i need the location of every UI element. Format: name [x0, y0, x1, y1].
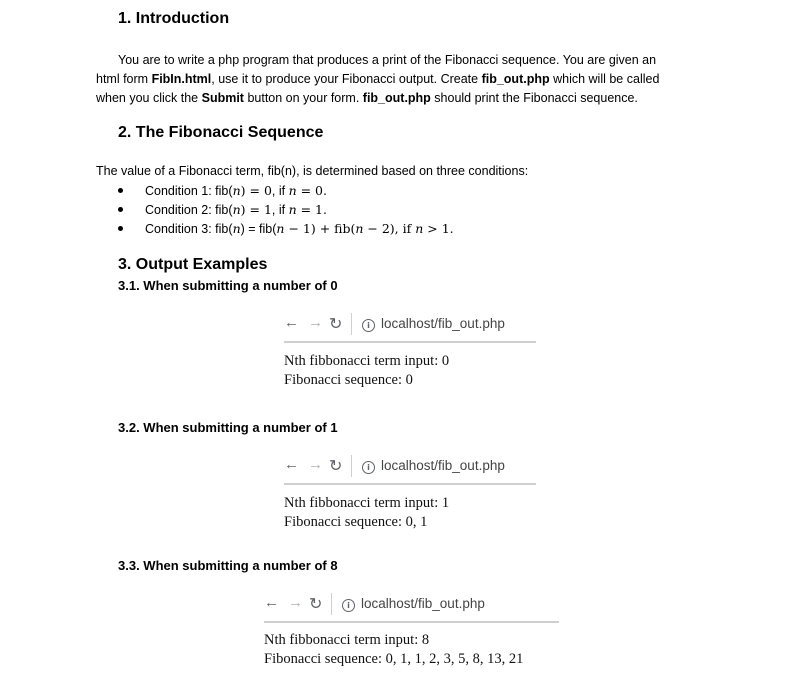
fibonacci-heading: 2. The Fibonacci Sequence: [118, 124, 324, 141]
example-2-input-line: Nth fibbonacci term input: 1: [284, 495, 450, 511]
reload-icon[interactable]: ↻: [329, 316, 343, 333]
intro-paragraph-line-2: html form FibIn.html, use it to produce your Fibonacci output. Create fib_out.php which will be called: [96, 72, 660, 86]
forward-arrow-icon[interactable]: →: [308, 314, 323, 331]
intro-heading: 1. Introduction: [118, 10, 230, 27]
example-1-input-line: Nth fibbonacci term input: 0: [284, 353, 450, 369]
bullet-icon: [118, 188, 123, 193]
fib-out-filename: fib_out.php: [481, 72, 550, 86]
condition-2: Condition 2: fib(n) = 1, if n = 1.: [118, 200, 518, 219]
example-2-sequence-line: Fibonacci sequence: 0, 1: [284, 514, 428, 530]
info-icon[interactable]: i: [342, 599, 355, 612]
intro-paragraph-line-3: when you click the Submit button on your form. fib_out.php should print the Fibonacci sequence.: [96, 91, 638, 105]
example-1-sequence-line: Fibonacci sequence: 0: [284, 372, 413, 388]
fib-out-filename-2: fib_out.php: [362, 91, 431, 105]
condition-3: Condition 3: fib(n) = fib(n − 1) + fib(n − 2), if n > 1.: [118, 219, 568, 238]
example-3-input-line: Nth fibbonacci term input: 8: [264, 632, 430, 648]
example-3-browser: [264, 594, 559, 674]
example-2-subheading: 3.2. When submitting a number of 1: [118, 420, 338, 435]
back-arrow-icon[interactable]: ←: [284, 314, 299, 331]
back-arrow-icon[interactable]: ←: [264, 594, 279, 611]
example-3-subheading: 3.3. When submitting a number of 8: [118, 558, 338, 573]
bullet-icon: [118, 226, 123, 231]
reload-icon[interactable]: ↻: [309, 596, 323, 613]
examples-heading: 3. Output Examples: [118, 256, 268, 273]
example-1-subheading: 3.1. When submitting a number of 0: [118, 278, 338, 293]
info-icon[interactable]: i: [362, 319, 375, 332]
example-2-browser: [284, 456, 536, 546]
info-icon[interactable]: i: [362, 461, 375, 474]
reload-icon[interactable]: ↻: [329, 458, 343, 475]
submit-word: Submit: [201, 91, 244, 105]
address-bar[interactable]: localhost/fib_out.php: [361, 596, 485, 611]
back-arrow-icon[interactable]: ←: [284, 456, 299, 473]
example-1-browser: [284, 314, 536, 404]
forward-arrow-icon[interactable]: →: [288, 594, 303, 611]
forward-arrow-icon[interactable]: →: [308, 456, 323, 473]
fibonacci-lead: The value of a Fibonacci term, fib(n), is determined based on three conditions:: [96, 164, 529, 178]
address-bar[interactable]: localhost/fib_out.php: [381, 458, 505, 473]
example-3-sequence-line: Fibonacci sequence: 0, 1, 1, 2, 3, 5, 8, 13, 21: [264, 651, 524, 667]
bullet-icon: [118, 207, 123, 212]
fibin-filename: FibIn.html: [151, 72, 212, 86]
address-bar[interactable]: localhost/fib_out.php: [381, 316, 505, 331]
condition-1: Condition 1: fib(n) = 0, if n = 0.: [118, 181, 518, 200]
intro-paragraph-line-1: You are to write a php program that produces a print of the Fibonacci sequence. You are given an: [118, 53, 657, 67]
